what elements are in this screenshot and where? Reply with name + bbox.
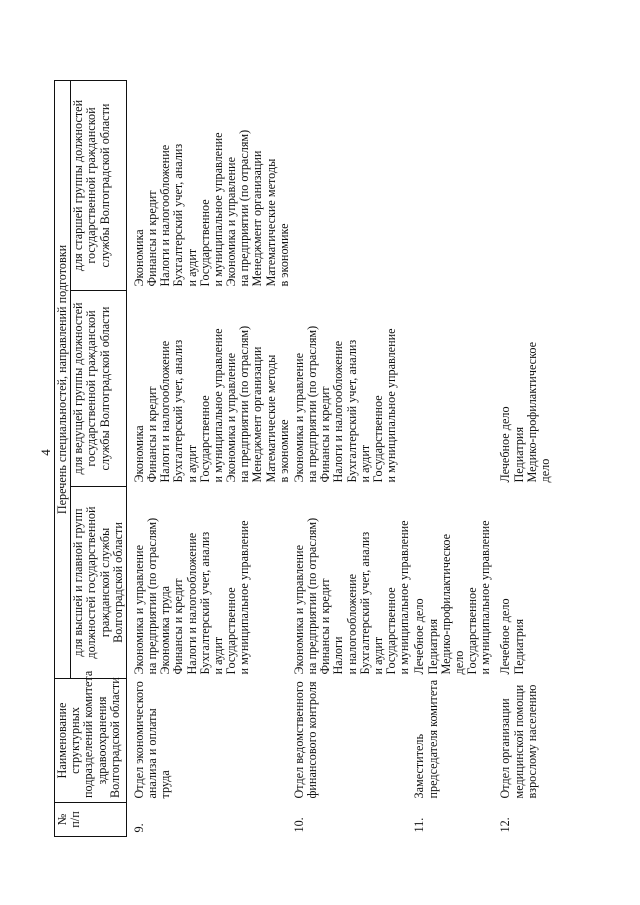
row-lead: Экономика Финансы и кредит Налоги и налогообложение Бухгалтерский учет, анализ и аудит Государственное и муниципальное управление Экономика и управление на предприятии (по отраслям) Менеджмент организации Математические методы в экономике bbox=[131, 325, 291, 483]
specialties-table bbox=[54, 80, 560, 837]
row-senior: Экономика Финансы и кредит Налоги и налогообложение Бухгалтерский учет, анализ и аудит Государственное и муниципальное управление Экономика и управление на предприятии (по отраслям) Менеджмент организации Математические методы в экономике bbox=[131, 129, 291, 287]
row-lead: Экономика и управление на предприятии (по отраслям) Финансы и кредит Налоги и налогообложение Бухгалтерский учет, анализ и аудит Государственное и муниципальное управление bbox=[291, 325, 399, 483]
row-number: 11. bbox=[412, 817, 427, 833]
row-senior bbox=[498, 81, 560, 291]
header-unit: Наименование структурных подразделений комитета здравоохранения Волгоградской области bbox=[55, 679, 127, 803]
row-number: 9. bbox=[131, 823, 146, 833]
row-lead: Лечебное дело Педиатрия Медико-профилактическое дело bbox=[498, 341, 552, 483]
header-number: № п/п bbox=[55, 803, 127, 837]
row-number: 10. bbox=[291, 817, 306, 833]
row-number: 12. bbox=[498, 817, 513, 833]
row-high: Экономика и управление на предприятии (по отраслям) Финансы и кредит Налоги и налогообложение Бухгалтерский учет, анализ и аудит Государственное и муниципальное управление bbox=[291, 517, 412, 675]
table-row bbox=[292, 81, 413, 837]
row-high: Лечебное дело Педиатрия bbox=[498, 598, 526, 675]
row-unit: Отдел организации медицинской помощи взрослому населению bbox=[498, 684, 539, 799]
row-unit: Отдел ведомственного финансового контроля bbox=[291, 681, 320, 799]
header-group-high: для высшей и главной групп должностей государственной гражданской службы Волгоградской области bbox=[71, 487, 127, 679]
header-list-title: Перечень специальностей, направлений подготовки bbox=[55, 81, 71, 679]
table-row bbox=[498, 81, 560, 837]
header-group-senior: для старшей группы должностей государственной гражданской службы Волгоградской области bbox=[71, 81, 127, 291]
header-group-lead: для ведущей группы должностей государственной гражданской службы Волгоградской области bbox=[71, 291, 127, 487]
row-high: Лечебное дело Педиатрия Медико-профилактическое дело Государственное и муниципальное управление bbox=[412, 520, 493, 675]
table-row bbox=[126, 81, 292, 837]
page-number: 4 bbox=[38, 449, 53, 456]
row-high: Экономика и управление на предприятии (по отраслям) Экономика труда Финансы и кредит Налоги и налогообложение Бухгалтерский учет, анализ и аудит Государственное и муниципальное управление bbox=[131, 517, 252, 675]
row-unit: Отдел экономического анализа и оплаты труда bbox=[131, 681, 173, 799]
table-row bbox=[412, 81, 498, 837]
row-unit: Заместитель председателя комитета bbox=[412, 679, 440, 799]
row-lead bbox=[412, 291, 498, 487]
row-senior bbox=[412, 81, 498, 291]
row-senior bbox=[292, 81, 413, 291]
